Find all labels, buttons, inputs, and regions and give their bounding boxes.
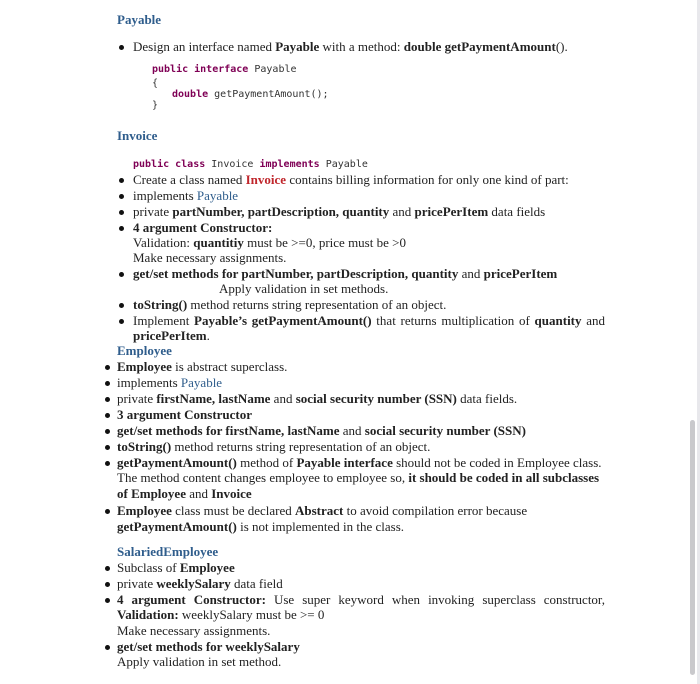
employee-item-fields: private firstName, lastName and social security number (SSN) data fields.	[117, 391, 518, 406]
employee-abstract-line2: getPaymentAmount() is not implemented in the class.	[117, 519, 405, 534]
bullet	[119, 272, 124, 277]
bullet	[119, 303, 124, 308]
invoice-item-getset: get/set methods for partNumber, partDescription, quantity and pricePerItem	[133, 266, 558, 281]
payable-heading: Payable	[117, 12, 162, 27]
bullet	[105, 645, 110, 650]
salaried-item-getset: get/set methods for weeklySalary	[117, 639, 300, 654]
bullet	[105, 598, 110, 603]
invoice-item-implements: implements Payable	[133, 188, 239, 203]
bullet	[105, 365, 110, 370]
invoice-item-fields: private partNumber, partDescription, quantity and pricePerItem data fields	[133, 204, 546, 219]
employee-heading: Employee	[117, 343, 172, 358]
bullet	[105, 566, 110, 571]
payable-code-line-4: }	[152, 100, 159, 111]
invoice-constructor-assign: Make necessary assignments.	[133, 250, 287, 265]
employee-item-tostring: toString() method returns string representation of an object.	[117, 439, 431, 454]
payable-code-line-1: public interface Payable	[152, 64, 297, 75]
invoice-payment-line2: pricePerItem.	[133, 328, 210, 343]
bullet	[105, 413, 110, 418]
bullet	[105, 461, 110, 466]
bullet	[119, 226, 124, 231]
invoice-constructor-validation: Validation: quantitiy must be >=0, price must be >0	[133, 235, 406, 250]
employee-item-constructor: 3 argument Constructor	[117, 407, 253, 422]
employee-item-payment: getPaymentAmount() method of Payable interface should not be coded in Employee class.	[117, 455, 602, 470]
employee-payment-line2: The method content changes employee to employee so, it should be coded in all subclasses	[117, 470, 600, 485]
bullet	[119, 210, 124, 215]
bullet	[105, 509, 110, 514]
invoice-heading: Invoice	[117, 128, 158, 143]
invoice-code-line: public class Invoice implements Payable	[133, 159, 368, 170]
payable-interface-item: Design an interface named Payable with a method: double getPaymentAmount().	[133, 39, 568, 54]
bullet	[119, 194, 124, 199]
payable-code-line-3: double getPaymentAmount();	[172, 89, 329, 100]
bullet	[119, 178, 124, 183]
bullet	[105, 429, 110, 434]
bullet	[105, 381, 110, 386]
employee-item-abstract-declared: Employee class must be declared Abstract to avoid compilation error because	[117, 503, 528, 518]
salaried-item-constructor: 4 argument Constructor: Use super keyword when invoking superclass constructor,	[117, 592, 605, 607]
bullet	[105, 397, 110, 402]
invoice-item-tostring: toString() method returns string representation of an object.	[133, 297, 447, 312]
employee-item-getset: get/set methods for firstName, lastName and social security number (SSN)	[117, 423, 526, 438]
invoice-item-create: Create a class named Invoice contains billing information for only one kind of part:	[133, 172, 569, 187]
employee-item-implements: implements Payable	[117, 375, 223, 390]
bullet	[105, 445, 110, 450]
employee-payment-line3: of Employee and Invoice	[117, 486, 252, 501]
salaried-constructor-assign: Make necessary assignments.	[117, 623, 271, 638]
invoice-item-payment: Implement Payable’s getPaymentAmount() that returns multiplication of quantity and	[133, 313, 606, 328]
salaried-heading: SalariedEmployee	[117, 544, 219, 559]
salaried-constructor-validation: Validation: weeklySalary must be >= 0	[117, 607, 325, 622]
bullet	[105, 582, 110, 587]
payable-code-line-2: {	[152, 78, 159, 89]
bullet	[119, 45, 124, 50]
invoice-getset-validation: Apply validation in set methods.	[219, 281, 389, 296]
bullet	[119, 319, 124, 324]
vertical-scrollbar[interactable]	[690, 420, 695, 675]
salaried-item-field: private weeklySalary data field	[117, 576, 283, 591]
salaried-getset-validation: Apply validation in set method.	[117, 654, 282, 669]
invoice-item-constructor: 4 argument Constructor:	[133, 220, 273, 235]
employee-item-abstract: Employee is abstract superclass.	[117, 359, 288, 374]
salaried-item-subclass: Subclass of Employee	[117, 560, 235, 575]
